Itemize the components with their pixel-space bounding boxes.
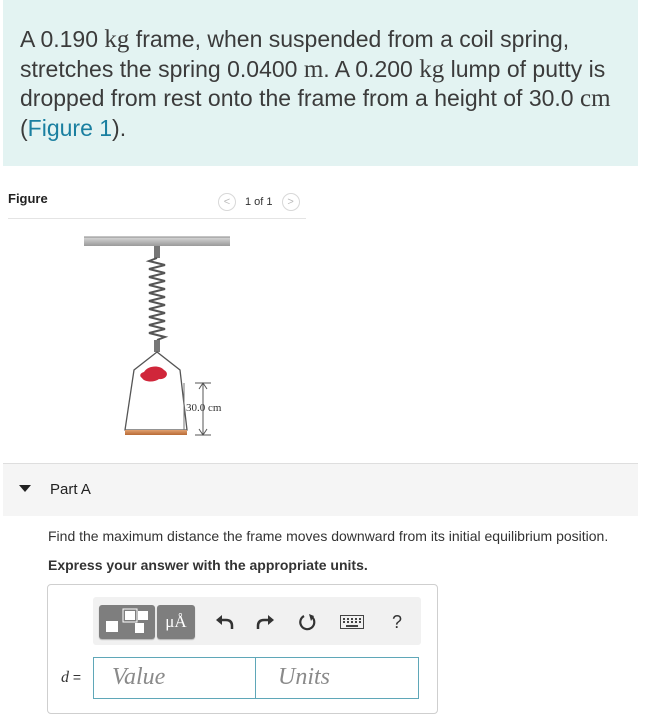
divider	[8, 218, 306, 219]
problem-text: A 0.190	[20, 26, 105, 52]
problem-statement	[3, 0, 638, 166]
variable-label	[61, 669, 81, 687]
unit-kg: kg	[419, 55, 445, 83]
problem-text: ).	[112, 114, 127, 141]
figure-pager	[218, 193, 300, 211]
prev-figure-button[interactable]	[218, 193, 236, 211]
figure-label: Figure	[8, 191, 48, 206]
unit-kg: kg	[104, 26, 130, 53]
equals-sign: =	[69, 669, 82, 685]
keyboard-icon	[340, 615, 364, 629]
answer-box	[47, 584, 438, 714]
instruction-text: Express your answer with the appropriate units.	[48, 557, 368, 573]
figure-link[interactable]: Figure 1	[27, 114, 113, 141]
help-icon: ?	[391, 611, 402, 632]
collapse-triangle-icon[interactable]	[19, 485, 31, 492]
coil-spring	[149, 258, 165, 340]
reset-button[interactable]	[296, 610, 320, 634]
math-toolbar	[93, 597, 421, 645]
chevron-right-icon: >	[287, 196, 294, 208]
unit-cm: cm	[579, 85, 611, 112]
problem-text: lump of putty is dropped from rest onto the frame from a height of 30.0	[20, 55, 606, 111]
problem-text: frame, when suspended from a coil spring, stretches the spring 0.0400	[20, 26, 570, 82]
templates-icon	[99, 605, 155, 639]
problem-text: . A 0.200	[323, 55, 420, 82]
units-input[interactable]: Units	[255, 657, 419, 699]
spring-frame-figure	[80, 232, 240, 442]
chevron-left-icon: <	[223, 196, 231, 208]
height-label: 30.0 cm	[186, 402, 222, 414]
templates-button[interactable]	[99, 605, 155, 639]
spring-bottom	[154, 340, 160, 352]
next-figure-button[interactable]	[282, 193, 300, 211]
redo-icon	[255, 613, 275, 631]
unit-m: m	[303, 55, 324, 83]
problem-text: (	[20, 114, 28, 141]
ceiling	[84, 237, 230, 246]
value-input[interactable]: Value	[93, 657, 256, 699]
units-icon: μÅ	[165, 612, 187, 631]
undo-button[interactable]	[213, 610, 237, 634]
units-button[interactable]	[157, 605, 195, 639]
part-a-header[interactable]	[3, 463, 638, 516]
redo-button[interactable]	[253, 610, 277, 634]
keyboard-button[interactable]	[339, 610, 365, 634]
figure-count: 1 of 1	[245, 196, 273, 208]
frame-base	[125, 430, 187, 435]
spring-top	[154, 246, 160, 258]
undo-icon	[215, 613, 235, 631]
variable-name: d	[61, 669, 69, 686]
part-title: Part A	[50, 481, 91, 498]
question-text: Find the maximum distance the frame moves downward from its initial equilibrium position.	[48, 528, 609, 544]
frame	[125, 352, 187, 430]
help-button[interactable]	[385, 610, 409, 634]
reset-icon	[298, 612, 318, 632]
